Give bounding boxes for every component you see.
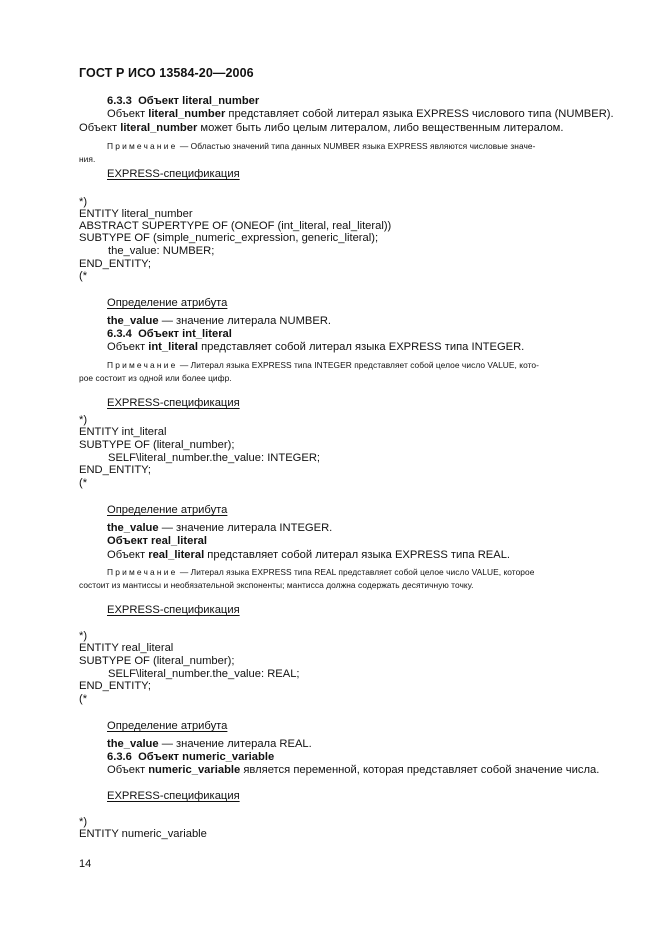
code-line: *)	[79, 816, 88, 828]
paragraph: Объект literal_number представляет собой литерал языка EXPRESS числового типа (NUMBER).	[107, 108, 614, 120]
note-continuation: ния.	[79, 154, 96, 164]
paragraph: Объект literal_number может быть либо целым литералом, либо вещественным литералом.	[79, 122, 564, 134]
express-spec-label: EXPRESS-спецификация	[107, 604, 240, 616]
code-line: SUBTYPE OF (literal_number);	[79, 655, 235, 667]
code-line: END_ENTITY;	[79, 464, 152, 476]
code-line: *)	[79, 196, 88, 208]
attribute-definition: the_value — значение литерала REAL.	[107, 738, 312, 750]
paragraph: Объект int_literal представляет собой литерал языка EXPRESS типа INTEGER.	[107, 341, 525, 353]
code-line: (*	[79, 477, 88, 489]
code-line: END_ENTITY;	[79, 258, 152, 270]
attribute-definition: the_value — значение литерала INTEGER.	[107, 522, 333, 534]
code-line: SELF\literal_number.the_value: INTEGER;	[108, 452, 321, 464]
code-line: *)	[79, 414, 88, 426]
code-line: ENTITY numeric_variable	[79, 828, 207, 840]
code-line: *)	[79, 630, 88, 642]
paragraph: Объект numeric_variable является переменной, которая представляет собой значение числа.	[107, 764, 600, 776]
code-line: SUBTYPE OF (simple_numeric_expression, generic_literal);	[79, 232, 379, 244]
attribute-definition-label: Определение атрибута	[107, 720, 228, 732]
attribute-definition: the_value — значение литерала NUMBER.	[107, 315, 332, 327]
code-line: SELF\literal_number.the_value: REAL;	[108, 668, 300, 680]
code-line: (*	[79, 693, 88, 705]
code-line: ABSTRACT SUPERTYPE OF (ONEOF (int_literal, real_literal))	[79, 220, 392, 232]
attribute-definition-label: Определение атрибута	[107, 504, 228, 516]
code-line: ENTITY real_literal	[79, 642, 174, 654]
section-heading-real-literal: Объект real_literal	[107, 535, 208, 547]
section-heading-int-literal: 6.3.4 Объект int_literal	[107, 328, 232, 340]
paragraph: Объект real_literal представляет собой литерал языка EXPRESS типа REAL.	[107, 549, 511, 561]
attribute-definition-label: Определение атрибута	[107, 297, 228, 309]
section-heading-literal-number: 6.3.3 Объект literal_number	[107, 95, 260, 107]
code-line: (*	[79, 270, 88, 282]
section-heading-numeric-variable: 6.3.6 Объект numeric_variable	[107, 751, 275, 763]
code-line: ENTITY literal_number	[79, 208, 193, 220]
page-number: 14	[79, 858, 92, 870]
code-line: ENTITY int_literal	[79, 426, 167, 438]
express-spec-label: EXPRESS-спецификация	[107, 397, 240, 409]
code-line: SUBTYPE OF (literal_number);	[79, 439, 235, 451]
express-spec-label: EXPRESS-спецификация	[107, 790, 240, 802]
note: Примечание — Литерал языка EXPRESS типа INTEGER представляет собой целое число VALUE, кото-	[107, 360, 539, 370]
express-spec-label: EXPRESS-спецификация	[107, 168, 240, 180]
document-header: ГОСТ Р ИСО 13584-20—2006	[79, 66, 254, 80]
note-continuation: состоит из мантиссы и необязательной экспоненты; мантисса должна содержать десятичную точку.	[79, 580, 474, 590]
note-continuation: рое состоит из одной или более цифр.	[79, 373, 232, 383]
code-line: the_value: NUMBER;	[108, 245, 215, 257]
code-line: END_ENTITY;	[79, 680, 152, 692]
note: Примечание — Литерал языка EXPRESS типа REAL представляет собой целое число VALUE, которое	[107, 567, 535, 577]
note: Примечание — Областью значений типа данных NUMBER языка EXPRESS являются числовые значе-	[107, 141, 536, 151]
